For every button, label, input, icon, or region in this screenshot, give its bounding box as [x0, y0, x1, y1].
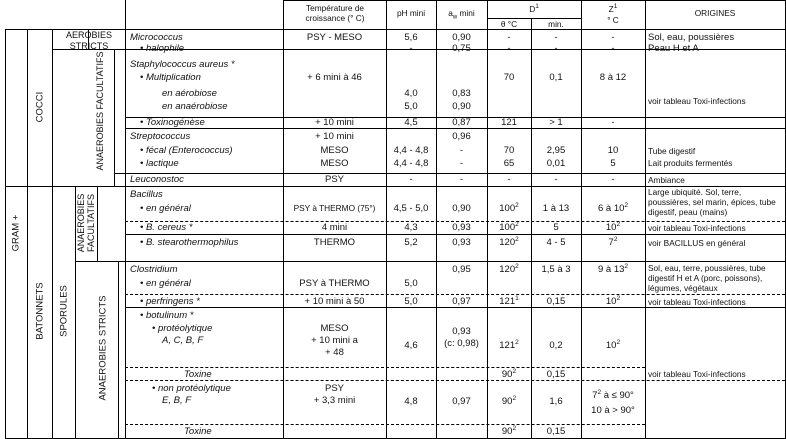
perfringens-temp: + 10 mini à 50	[304, 296, 365, 307]
fecal-name: • fécal (Enterococcus)	[140, 145, 233, 156]
halophile-aw: 0,75	[452, 43, 471, 54]
bac-general-origin: Large ubiquité. Sol, terre, poussières, sel marin, épices, tube digestif, peau (mains)	[648, 187, 776, 217]
leuconostoc-aw: -	[459, 174, 464, 185]
header-origines: ORIGINES	[694, 8, 736, 18]
micrococcus-origin: Sol, eau, poussières	[648, 32, 735, 43]
proteo-aw-c: (c: 0,98)	[444, 338, 479, 349]
bac-general-min: 1 à 13	[542, 203, 570, 214]
header-theta: θ °C	[500, 19, 518, 29]
nonproteo-theta: $90^2$	[501, 395, 517, 407]
group-aerobies-stricts: AEROBIES STRICTS	[65, 30, 112, 51]
proteo-min: 0,2	[549, 340, 563, 351]
proteo-aw: 0,93	[452, 326, 471, 337]
staph-name: Staphylococcus aureus *	[130, 59, 235, 70]
cereus-z: $10^2$	[605, 221, 621, 233]
leuconostoc-origin: Ambiance	[648, 175, 685, 185]
leuconostoc-min: -	[554, 174, 558, 185]
cereus-aw: 0,93	[452, 222, 471, 233]
micrococcus-name: Micrococcus	[130, 32, 183, 43]
cereus-origin: voir tableau Toxi-infections	[648, 223, 746, 233]
bac-general-name: • en général	[140, 203, 191, 214]
anaerobiose-aw: 0,90	[452, 101, 471, 112]
nonproteo-z1: $7^2$ à ≤ 90°	[592, 389, 634, 401]
toxinogenese-theta: 121	[501, 117, 517, 128]
toxine1-name: Toxine	[184, 369, 212, 380]
bacillus-name: Bacillus	[130, 189, 163, 200]
header-z: $Z^1$	[608, 3, 618, 14]
perfringens-ph: 5,0	[404, 296, 418, 307]
mult-z: 8 à 12	[599, 72, 627, 83]
clos-general-ph: 5,0	[404, 278, 418, 289]
toxine1-theta: $90^2$	[501, 368, 517, 380]
clostridium-theta: $120^2$	[499, 263, 519, 275]
anaerobiose-name: en anaérobiose	[162, 101, 228, 112]
stearo-ph: 5,2	[404, 237, 418, 248]
fecal-origin: Tube digestif	[648, 146, 696, 156]
cereus-name: • B. cereus *	[140, 222, 193, 233]
perfringens-z: $10^2$	[605, 295, 621, 307]
clostridium-name: Clostridium	[130, 264, 178, 275]
lactique-z: 5	[610, 158, 616, 169]
botulinum-name: • botulinum *	[140, 310, 194, 321]
group-anaer-strict: ANAEROBIES STRICTS	[97, 295, 109, 401]
aerobiose-ph: 4,0	[404, 88, 418, 99]
toxine2-min: 0,15	[546, 426, 566, 437]
anaerobiose-ph: 5,0	[404, 101, 418, 112]
stearo-theta: $120^2$	[499, 236, 519, 248]
nonproteo-types: E, B, F	[162, 395, 192, 406]
mult-name: • Multiplication	[140, 72, 201, 83]
bac-general-temp: PSY à THERMO (75°)	[293, 203, 376, 213]
lactique-aw: -	[459, 158, 464, 169]
proteo-name: • protéolytique	[152, 323, 213, 334]
nonproteo-temp: PSY + 3,3 mini	[313, 383, 356, 406]
nonproteo-min: 1,6	[549, 396, 563, 407]
leuconostoc-ph: -	[409, 174, 413, 185]
mult-min: 0,1	[549, 72, 563, 83]
lactique-name: • lactique	[140, 158, 179, 169]
group-gram: GRAM +	[10, 214, 22, 252]
lactique-temp: MESO	[320, 158, 349, 169]
fecal-aw: -	[459, 145, 464, 156]
micrococcus-ph: 5,6	[404, 32, 418, 43]
lactique-min: 0,01	[546, 158, 566, 169]
nonproteo-z2: 10 à > 90°	[591, 405, 635, 416]
cereus-min: 5	[553, 222, 559, 233]
lactique-origin: Lait produits fermentés	[648, 158, 733, 168]
toxinogenese-aw: 0,87	[452, 117, 471, 128]
toxine2-name: Toxine	[184, 426, 212, 437]
proteo-temp: MESO + 10 mini a + 48	[311, 323, 358, 358]
perfringens-name: • perfringens *	[140, 296, 200, 307]
group-sporules: SPORULES	[58, 285, 70, 337]
perfringens-origin: voir tableau Toxi-infections	[648, 297, 746, 307]
leuconostoc-name: Leuconostoc	[130, 174, 184, 185]
halophile-min: -	[554, 43, 558, 54]
botulinum-origin: voir tableau Toxi-infections	[648, 369, 746, 379]
fecal-theta: 70	[503, 145, 515, 156]
header-temp: Température de croissance (° C)	[305, 3, 365, 23]
halophile-origin: Peau H et A	[648, 43, 699, 54]
stearo-temp: THERMO	[313, 237, 356, 248]
mult-temp: + 6 mini à 46	[307, 72, 362, 83]
strepto-aw: 0,96	[452, 131, 471, 142]
clos-general-temp: PSY à THERMO	[299, 278, 370, 289]
toxinogenese-ph: 4,5	[404, 117, 418, 128]
nonproteo-ph: 4,8	[404, 396, 418, 407]
bac-general-aw: 0,90	[452, 203, 471, 214]
nonproteo-aw: 0,97	[452, 396, 471, 407]
proteo-z: $10^2$	[605, 339, 621, 351]
fecal-min: 2,95	[546, 145, 566, 156]
header-z-unit: ° C	[607, 15, 619, 25]
micrococcus-z: -	[611, 32, 615, 43]
micrococcus-aw: 0,90	[452, 32, 471, 43]
toxine1-min: 0,15	[546, 369, 566, 380]
perfringens-aw: 0,97	[452, 296, 471, 307]
mult-theta: 70	[503, 72, 515, 83]
lactique-theta: 65	[503, 158, 515, 169]
bac-general-ph: 4,5 - 5,0	[393, 203, 429, 214]
perfringens-min: 0,15	[546, 296, 566, 307]
leuconostoc-theta: -	[507, 174, 511, 185]
proteo-ph: 4,6	[404, 340, 418, 351]
header-d: $D^1$	[529, 3, 539, 14]
strepto-temp: + 10 mini	[315, 131, 354, 142]
cereus-theta: $100^2$	[499, 221, 519, 233]
header-aw: $a_w$ mini	[448, 8, 475, 21]
clos-general-name: • en général	[140, 278, 191, 289]
bac-general-theta: $100^2$	[499, 202, 519, 214]
bac-general-z: 6 à $10^2$	[597, 202, 629, 214]
group-cocci: COCCI	[34, 91, 46, 123]
stearo-min: 4 - 5	[546, 237, 566, 248]
clostridium-origin: Sol, eau, terre, poussières, tube digestif H et A (porc, poissons), légumes, végétaux	[648, 263, 766, 293]
aerobiose-aw: 0,83	[452, 88, 471, 99]
proteo-theta: $121^2$	[499, 339, 519, 351]
cereus-ph: 4,3	[404, 222, 418, 233]
strepto-name: Streptococcus	[130, 131, 191, 142]
group-anaer-fac-bacillus: ANAEROBIES FACULTATIFS	[76, 193, 96, 253]
leuconostoc-temp: PSY	[324, 174, 344, 185]
fecal-temp: MESO	[320, 145, 349, 156]
clostridium-min: 1,5 à 3	[541, 264, 571, 275]
halophile-ph: -	[409, 43, 413, 54]
toxinogenese-min: > 1	[549, 117, 563, 128]
perfringens-theta: $121^1$	[499, 295, 519, 307]
fecal-z: 10	[607, 145, 619, 156]
clostridium-z: 9 à $13^2$	[597, 263, 629, 275]
toxine2-theta: $90^2$	[501, 425, 517, 437]
clostridium-aw: 0,95	[452, 264, 471, 275]
aerobiose-name: en aérobiose	[162, 88, 217, 99]
header-ph: pH mini	[396, 8, 426, 18]
proteo-types: A, C, B, F	[162, 335, 204, 346]
cereus-temp: 4 mini	[321, 222, 348, 233]
stearo-name: • B. stearothermophilus	[140, 237, 239, 248]
toxinogenese-z: -	[611, 117, 615, 128]
halophile-z: -	[611, 43, 615, 54]
stearo-aw: 0,93	[452, 237, 471, 248]
micrococcus-temp: PSY - MESO	[306, 32, 363, 43]
micrococcus-theta: -	[507, 32, 511, 43]
stearo-z: $7^2$	[608, 236, 618, 248]
toxinogenese-temp: + 10 mini	[315, 117, 354, 128]
micrococcus-min: -	[554, 32, 558, 43]
halophile-name: • halophile	[140, 43, 184, 54]
nonproteo-name: • non protéolytique	[152, 383, 231, 394]
group-anaer-fac-cocci: ANAEROBIES FACULTATIFS	[95, 51, 105, 171]
lactique-ph: 4,4 - 4,8	[393, 158, 429, 169]
group-batonnets: BATONNETS	[34, 282, 46, 340]
halophile-theta: -	[507, 43, 511, 54]
header-min: min.	[548, 19, 564, 29]
leuconostoc-z: -	[611, 174, 615, 185]
fecal-ph: 4,4 - 4,8	[393, 145, 429, 156]
stearo-origin: voir BACILLUS en général	[648, 238, 746, 248]
staph-origin: voir tableau Toxi-infections	[648, 96, 746, 106]
toxinogenese-name: • Toxinogénèse	[140, 117, 205, 128]
